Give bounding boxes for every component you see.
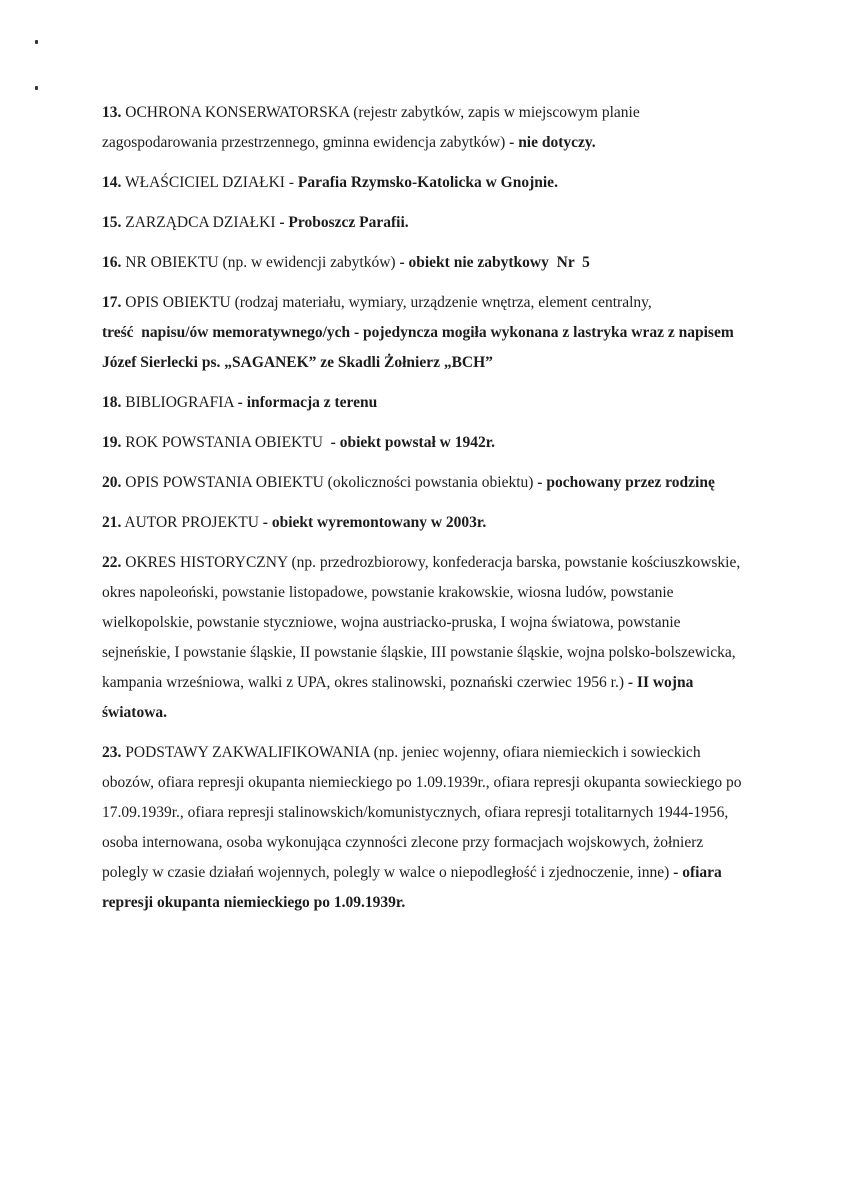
item-label: OCHRONA KONSERWATORSKA (rejestr zabytków, zapis w miejscowym planie — [125, 104, 640, 121]
item-label: ZARZĄDCA DZIAŁKI — [125, 214, 276, 231]
item-value: obiekt powstał w 1942r. — [339, 434, 496, 451]
item-14 — [102, 168, 742, 198]
item-number: 21. — [102, 514, 122, 531]
item-number: 13. — [102, 104, 122, 121]
item-number: 23. — [102, 744, 122, 761]
item-label-cont: zagospodarowania przestrzennego, gminna ewidencja zabytków) — [102, 134, 506, 151]
item-value: Parafia Rzymsko-Katolicka w Gnojnie. — [297, 174, 558, 191]
item-value: Proboszcz Parafii. — [288, 214, 409, 231]
item-15 — [102, 208, 742, 238]
item-17 — [102, 288, 742, 378]
item-value: informacja z terenu — [246, 394, 378, 411]
item-label: ROK POWSTANIA OBIEKTU — [125, 434, 323, 451]
item-value: obiekt wyremontowany w 2003r. — [271, 514, 487, 531]
item-value: nie dotyczy. — [518, 134, 596, 151]
item-value: ofiara represji okupanta niemieckiego po 1.09.1939r. — [102, 864, 722, 911]
item-label-cont: treść napisu/ów memoratywnego/ych — [102, 324, 351, 341]
item-separator: - — [399, 254, 405, 271]
item-number: 18. — [102, 394, 122, 411]
item-separator: - — [279, 214, 285, 231]
item-separator: - — [262, 514, 268, 531]
item-16 — [102, 248, 742, 278]
item-separator: - — [537, 474, 543, 491]
item-number: 20. — [102, 474, 122, 491]
item-value: pojedyncza mogiła wykonana z lastryka wraz z napisem Józef Sierlecki ps. „SAGANEK” ze Skadli Żołnierz „BCH” — [102, 324, 734, 371]
item-label: WŁAŚCICIEL DZIAŁKI — [124, 174, 285, 191]
item-number: 19. — [102, 434, 122, 451]
scan-speck — [35, 86, 38, 90]
item-label: BIBLIOGRAFIA — [125, 394, 234, 411]
item-label: NR OBIEKTU (np. w ewidencji zabytków) — [125, 254, 396, 271]
item-21 — [102, 508, 742, 538]
item-number: 15. — [102, 214, 122, 231]
item-22 — [102, 548, 742, 728]
item-18 — [102, 388, 742, 418]
item-number: 16. — [102, 254, 122, 271]
item-value: obiekt nie zabytkowy Nr 5 — [408, 254, 590, 271]
item-separator: - — [509, 134, 515, 151]
item-23 — [102, 738, 742, 918]
item-value: II wojna światowa. — [102, 674, 694, 721]
item-13 — [102, 98, 742, 158]
item-separator: - — [288, 174, 295, 191]
item-number: 14. — [102, 174, 122, 191]
item-label: AUTOR PROJEKTU — [124, 514, 259, 531]
scan-speck — [35, 40, 38, 44]
item-label: OPIS POWSTANIA OBIEKTU (okoliczności powstania obiektu) — [125, 474, 534, 491]
item-separator: - — [354, 324, 360, 341]
item-label: OKRES HISTORYCZNY (np. przedrozbiorowy, konfederacja barska, powstanie kościuszkowskie, okres napoleoński, powstanie listopadowe, powstanie krakowskie, wiosna ludów, powstanie wielkopolskie, powstanie styczniowe, wojna austriacko-pruska, I wojna światowa, powstanie sejneńskie, I powstanie śląskie, II powstanie śląskie, III powstanie śląskie, wojna polsko-bolszewicka, kampania wrześniowa, walki z UPA, okres stalinowski, poznański czerwiec 1956 r.) — [102, 554, 741, 691]
item-separator: - — [237, 394, 243, 411]
item-separator: - — [330, 434, 336, 451]
item-label: OPIS OBIEKTU (rodzaj materiału, wymiary, urządzenie wnętrza, element centralny, — [125, 294, 652, 311]
document-page — [102, 98, 742, 918]
item-number: 22. — [102, 554, 122, 571]
item-20 — [102, 468, 742, 498]
item-19 — [102, 428, 742, 458]
item-label: PODSTAWY ZAKWALIFIKOWANIA (np. jeniec wojenny, ofiara niemieckich i sowieckich obozów, ofiara represji okupanta niemieckiego po 1.09.1939r., ofiara represji okupanta sowieckiego po 17.09.1939r., ofiara represji stalinowskich/komunistycznych, ofiara represji totalitarnych 1944-1956, osoba internowana, osoba wykonująca czynności zlecone przy formacjach wojskowych, żołnierz polegly w czasie działań wojennych, polegly w walce o niepodległość i zjednoczenie, inne) — [102, 744, 742, 881]
item-number: 17. — [102, 294, 122, 311]
item-value: pochowany przez rodzinę — [546, 474, 715, 491]
item-separator: - — [627, 674, 634, 691]
item-separator: - — [673, 864, 679, 881]
